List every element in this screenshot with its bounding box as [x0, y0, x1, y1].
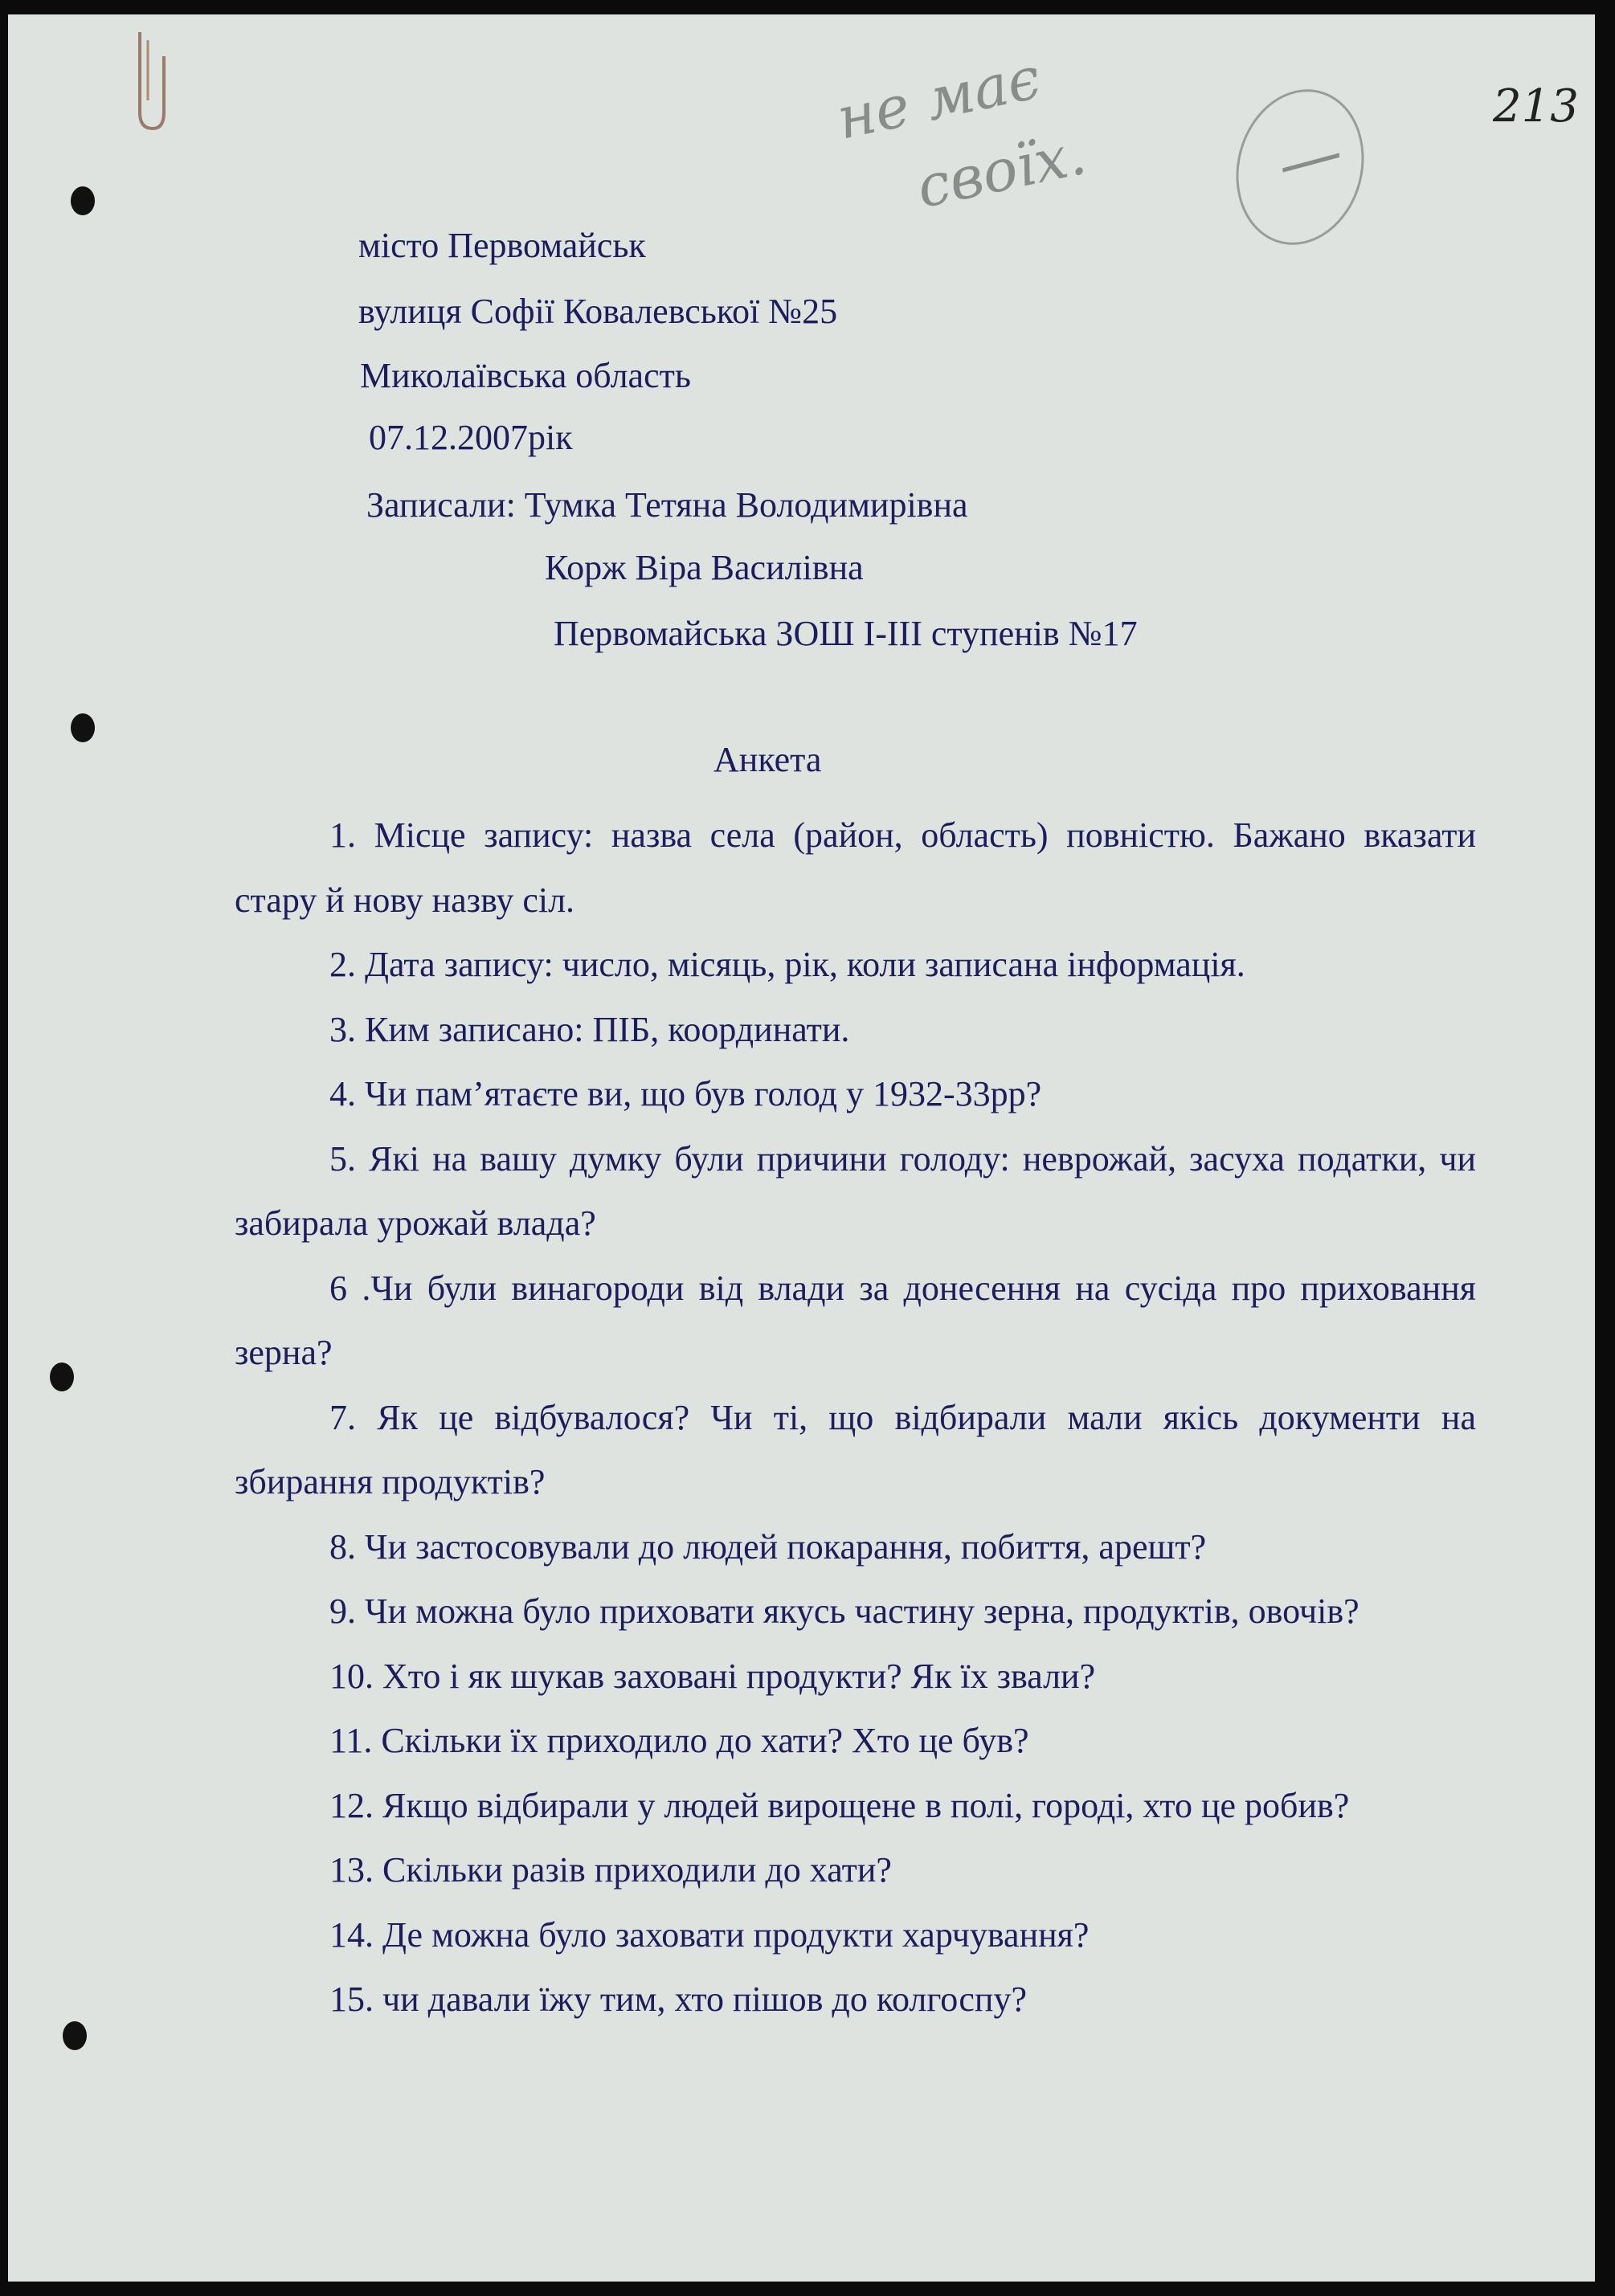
punch-hole	[71, 713, 95, 742]
question-item: 1. Місце запису: назва села (район, область) повністю. Бажано вказати стару й нову назву сіл.	[235, 815, 1476, 920]
question-item: 14. Де можна було заховати продукти харчування?	[329, 1914, 1090, 1955]
question-item: 5. Які на вашу думку були причини голоду: неврожай, засуха податки, чи забирала урожай влада?	[235, 1138, 1476, 1243]
punch-hole	[50, 1362, 74, 1391]
header-region: Миколаївська область	[360, 356, 691, 395]
question-item: 7. Як це відбувалося? Чи ті, що відбирали мали якісь документи на збирання продуктів?	[235, 1397, 1476, 1501]
paper-clip-icon	[129, 24, 169, 137]
question-item: 4. Чи пам’ятаєте ви, що був голод у 1932-33рр?	[329, 1074, 1042, 1113]
punch-hole	[71, 186, 95, 215]
header-recorded-by-2: Корж Віра Василівна	[545, 548, 864, 587]
question-item: 15. чи давали їжу тим, хто пішов до колгоспу?	[329, 1979, 1027, 2019]
header-recorded-by: Записали: Тумка Тетяна Володимирівна	[366, 485, 968, 525]
punch-hole	[63, 2021, 87, 2050]
question-item: 11. Скільки їх приходило до хати? Хто це був?	[329, 1721, 1029, 1760]
questionnaire-title: Анкета	[713, 740, 822, 779]
question-item: 12. Якщо відбирали у людей вирощене в полі, городі, хто це робив?	[329, 1785, 1350, 1825]
page-number: 213	[1493, 80, 1579, 133]
question-item: 9. Чи можна було приховати якусь частину зерна, продуктів, овочів?	[329, 1591, 1359, 1631]
header-date: 07.12.2007рік	[369, 418, 573, 457]
header-street: вулиця Софії Ковалевської №25	[358, 292, 838, 331]
question-item: 2. Дата запису: число, місяць, рік, коли записана інформація.	[329, 945, 1245, 984]
question-item: 3. Ким записано: ПІБ, координати.	[329, 1009, 850, 1049]
header-school: Первомайська ЗОШ І-ІІІ ступенів №17	[554, 614, 1138, 653]
question-item: 13. Скільки разів приходили до хати?	[329, 1850, 892, 1890]
handwritten-note: не має	[831, 43, 1046, 153]
question-item: 10. Хто і як шукав заховані продукти? Як їх звали?	[329, 1656, 1096, 1696]
circled-mark-text: —	[1269, 113, 1351, 202]
questions-list	[235, 803, 1476, 2032]
question-item: 6 .Чи були винагороди від влади за донесення на сусіда про приховання зерна?	[235, 1268, 1476, 1372]
header-city: місто Первомайськ	[358, 226, 646, 265]
handwritten-note: своїх.	[910, 119, 1092, 222]
question-item: 8. Чи застосовували до людей покарання, побиття, арешт?	[329, 1526, 1207, 1567]
